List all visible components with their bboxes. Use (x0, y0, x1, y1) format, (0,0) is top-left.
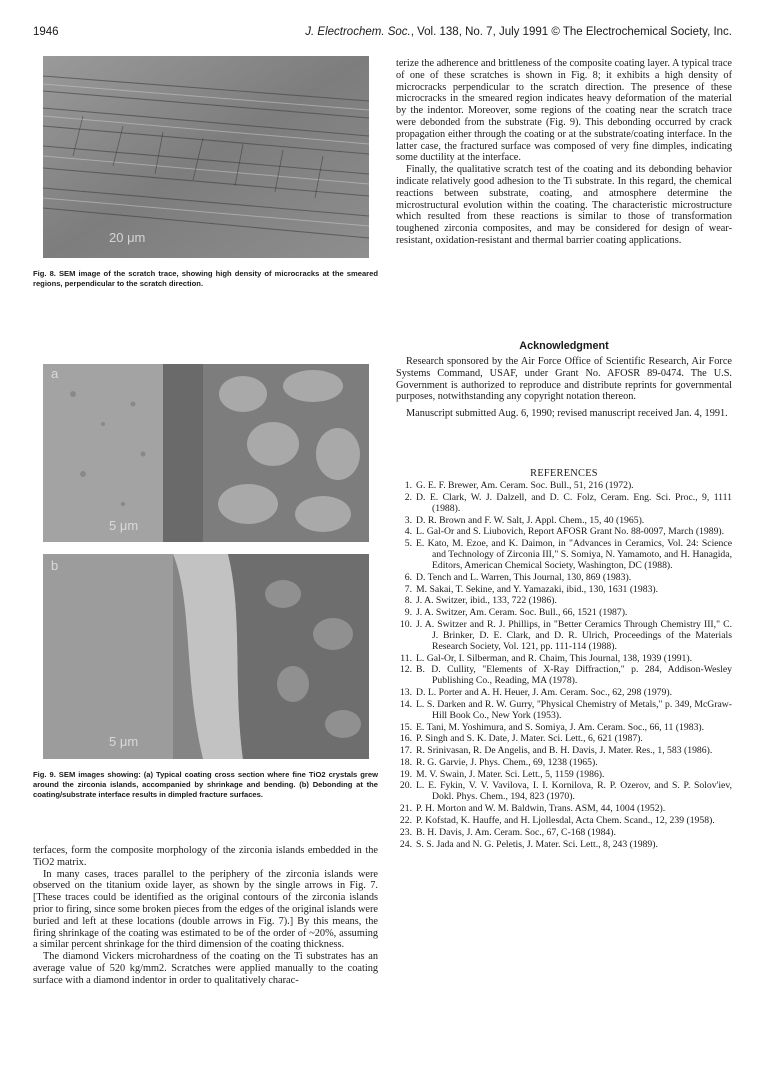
reference-number: 11. (400, 652, 412, 664)
reference-text: L. Gal-Or and S. Liubovich, Report AFOSR Grant No. 88-0097, March (1989). (416, 526, 725, 538)
reference-text: R. G. Garvie, J. Phys. Chem., 69, 1238 (1965). (416, 756, 598, 768)
reference-text: M. V. Swain, J. Mater. Sci. Lett., 5, 1159 (1986). (416, 768, 605, 780)
reference-number: 20. (399, 780, 412, 792)
reference-number: 2. (404, 491, 412, 503)
acknowledgment-text (396, 356, 732, 420)
reference-number: 6. (404, 571, 412, 583)
figure-9a-panel-letter: a (51, 366, 59, 381)
reference-number: 23. (399, 826, 412, 838)
paragraph: Research sponsored by the Air Force Office of Scientific Research, Air Force Systems Command, USAF, under Grant No. AFOSR 89-0474. The U.S. Government is authorized to reproduce and distribute reprints for governmental purposes, notwithstanding any copyright notation thereon. (396, 356, 732, 403)
reference-item (396, 573, 732, 584)
reference-text: B. D. Cullity, "Elements of X-Ray Diffraction," p. 284, Addison-Wesley Publishing Co., Reading, MA (1978). (416, 664, 732, 687)
references-list (396, 481, 732, 851)
reference-text: R. Srinivasan, R. De Angelis, and B. H. Davis, J. Mater. Res., 1, 583 (1986). (416, 745, 713, 757)
paragraph: terfaces, form the composite morphology of the zirconia islands embedded in the TiO2 matrix. (33, 845, 378, 868)
reference-item (396, 620, 732, 653)
running-header (33, 26, 732, 42)
reference-item (396, 770, 732, 781)
reference-item (396, 493, 732, 515)
reference-item (396, 608, 732, 619)
reference-number: 5. (404, 538, 412, 550)
reference-number: 16. (399, 733, 412, 745)
reference-item (396, 828, 732, 839)
sem-debonding-graphic (43, 554, 369, 759)
paragraph: terize the adherence and brittleness of the composite coating layer. A typical trace of one of these scratches is shown in Fig. 8; it exhibits a high density of microcracks perpendicular to the scratch direction. The presence of these microcracks in the smeared region indicates heavy deformation of the material by the indentor. Moreover, some regions of the coating near the scratch trace were debonded from the substrate (Fig. 9). This debonding occurred by crack propagation either through the coating or at the substrate/coating interface. In the latter case, the fractured surface was composed of very fine dimples, indicating some ductility at the interface. (396, 58, 732, 164)
reference-text: P. H. Morton and W. M. Baldwin, Trans. ASM, 44, 1004 (1952). (416, 803, 666, 815)
reference-text: D. L. Porter and A. H. Heuer, J. Am. Ceram. Soc., 62, 298 (1979). (416, 687, 673, 698)
left-body-text (33, 845, 378, 987)
reference-text: M. Sakai, T. Sekine, and Y. Yamazaki, ibid., 130, 1631 (1983). (416, 583, 659, 595)
reference-item (396, 527, 732, 538)
reference-text: P. Kofstad, K. Hauffe, and H. Ljollesdal, Acta Chem. Scand., 12, 239 (1958). (416, 814, 715, 826)
reference-text: P. Singh and S. K. Date, J. Mater. Sci. Lett., 6, 621 (1987). (416, 733, 643, 745)
reference-item (396, 746, 732, 757)
reference-number: 8. (404, 595, 412, 607)
reference-number: 19. (399, 768, 412, 780)
figure-8-caption: Fig. 8. SEM image of the scratch trace, showing high density of microcracks at the smeared regions, perpendicular to the scratch direction. (33, 269, 378, 289)
reference-number: 13. (399, 687, 412, 698)
page-number: 1946 (33, 26, 59, 38)
reference-item (396, 539, 732, 572)
reference-item (396, 516, 732, 527)
figure-9a-scale-label: 5 μm (109, 518, 139, 533)
journal-citation (305, 26, 732, 38)
reference-number: 9. (404, 607, 412, 619)
figure-9b-panel-letter: b (51, 558, 59, 573)
reference-item (396, 734, 732, 745)
reference-number: 17. (399, 745, 412, 757)
reference-number: 3. (404, 514, 412, 526)
reference-item (396, 804, 732, 815)
reference-item (396, 840, 732, 851)
reference-item (396, 654, 732, 665)
right-body-text (396, 58, 732, 247)
manuscript-note: Manuscript submitted Aug. 6, 1990; revised manuscript received Jan. 4, 1991. (406, 408, 728, 420)
reference-item (396, 781, 732, 803)
figure-9a-image (43, 364, 369, 542)
journal-volume: , Vol. 138, No. 7, July 1991 © The Electrochemical Society, Inc. (410, 26, 732, 38)
reference-number: 22. (399, 814, 412, 826)
reference-text: J. A. Switzer and R. J. Phillips, in "Better Ceramics Through Chemistry III," C. J. Brinker, D. E. Clark, and D. R. Ulrich, Proceedings of the Materials Research Society, Vol. 121, pp. 111-114 (1988). (416, 618, 732, 652)
figure-8-image (43, 56, 369, 258)
figure-9-caption: Fig. 9. SEM images showing: (a) Typical coating cross section where fine TiO2 crystals grew around the zirconia islands, accompanied by shrinkage and bending. (b) Debonding at the coating/substrate interface results in dimpled fracture surfaces. (33, 770, 378, 800)
figure-9b-scale-label: 5 μm (109, 734, 139, 749)
reference-number: 24. (399, 838, 412, 850)
right-column (396, 50, 732, 1070)
reference-text: J. A. Switzer, ibid., 133, 722 (1986). (416, 595, 557, 607)
figure-9b-image (43, 554, 369, 759)
journal-name: J. Electrochem. Soc. (305, 26, 411, 38)
reference-item (396, 481, 732, 492)
reference-text: G. E. F. Brewer, Am. Ceram. Soc. Bull., 51, 216 (1972). (416, 480, 634, 491)
reference-item (396, 723, 732, 734)
reference-item (396, 816, 732, 827)
reference-text: L. S. Darken and R. W. Gurry, "Physical Chemistry of Metals," p. 349, McGraw-Hill Book Co., New York (1953). (416, 698, 732, 721)
reference-item (396, 758, 732, 769)
reference-text: E. Tani, M. Yoshimura, and S. Somiya, J. Am. Ceram. Soc., 66, 11 (1983). (416, 721, 705, 733)
reference-item (396, 700, 732, 722)
figure-8-scale-label: 20 μm (109, 230, 146, 245)
acknowledgment-heading: Acknowledgment (519, 340, 609, 352)
reference-text: B. H. Davis, J. Am. Ceram. Soc., 67, C-168 (1984). (416, 826, 616, 838)
reference-text: D. R. Brown and F. W. Salt, J. Appl. Chem., 15, 40 (1965). (416, 514, 645, 526)
references-heading: REFERENCES (530, 468, 598, 479)
paragraph: Finally, the qualitative scratch test of the coating and its debonding behavior indicate relatively good adhesion to the Ti substrate. In this regard, the chemical reactions between substrate, coating, and atmosphere determine the microstructural evolution within the coating. The characteristic microstructure which resulted from these reactions is similar to those of transformation toughened zirconia composites, and may be considered for design of wear-resistant, oxidation-resistant and thermal barrier coating applications. (396, 164, 732, 246)
reference-text: L. E. Fykin, V. V. Vavilova, I. I. Kornilova, R. P. Ozerov, and S. P. Solov'iev, Dokl. Phys. Chem., 194, 823 (1970). (416, 780, 732, 803)
reference-text: J. A. Switzer, Am. Ceram. Soc. Bull., 66, 1521 (1987). (416, 607, 628, 619)
reference-text: D. Tench and L. Warren, This Journal, 130, 869 (1983). (416, 571, 632, 583)
reference-number: 1. (404, 480, 412, 491)
reference-number: 12. (399, 664, 412, 676)
reference-item (396, 585, 732, 596)
reference-item (396, 596, 732, 607)
reference-item (396, 688, 732, 699)
reference-text: E. Kato, M. Ezoe, and K. Daimon, in "Advances in Ceramics, Vol. 24: Science and Technology of Zirconia III," S. Somiya, N. Yamamoto, and H. Hanagida, Editors, American Chemical Society, Washington, DC (1988). (416, 538, 732, 571)
left-column (33, 50, 378, 1070)
reference-number: 18. (399, 756, 412, 768)
reference-text: L. Gal-Or, I. Silberman, and R. Chaim, This Journal, 138, 1939 (1991). (416, 652, 693, 664)
reference-item (396, 665, 732, 687)
sem-cross-section-graphic (43, 364, 369, 542)
reference-number: 10. (399, 618, 412, 630)
paragraph: In many cases, traces parallel to the periphery of the zirconia islands were observed on the titanium oxide layer, as shown by the single arrows in Fig. 7. [These traces could be identified as the original contours of the zirconia islands prior to firing, since some broken pieces from the edges of the original islands were buried and left at these locations (double arrows in Fig. 7).] By this means, the firing shrinkage of the coating was estimated to be of the order of ~20%, assuming a similar percent shrinkage for the third dimension of the coating thickness. (33, 868, 378, 951)
reference-number: 21. (399, 803, 412, 815)
reference-text: S. S. Jada and N. G. Peletis, J. Mater. Sci. Lett., 8, 243 (1989). (416, 838, 658, 850)
paragraph: The diamond Vickers microhardness of the coating on the Ti substrates has an average value of 520 kg/mm2. Scratches were applied manually to the coating surface with a diamond indentor in order to qualitatively charac- (33, 951, 378, 986)
sem-scratch-trace-graphic (43, 56, 369, 258)
reference-number: 15. (399, 721, 412, 733)
reference-number: 14. (399, 698, 412, 710)
reference-text: D. E. Clark, W. J. Dalzell, and D. C. Folz, Ceram. Eng. Sci. Proc., 9, 1111 (1988). (416, 491, 732, 514)
reference-number: 4. (404, 526, 412, 538)
reference-number: 7. (404, 583, 412, 595)
